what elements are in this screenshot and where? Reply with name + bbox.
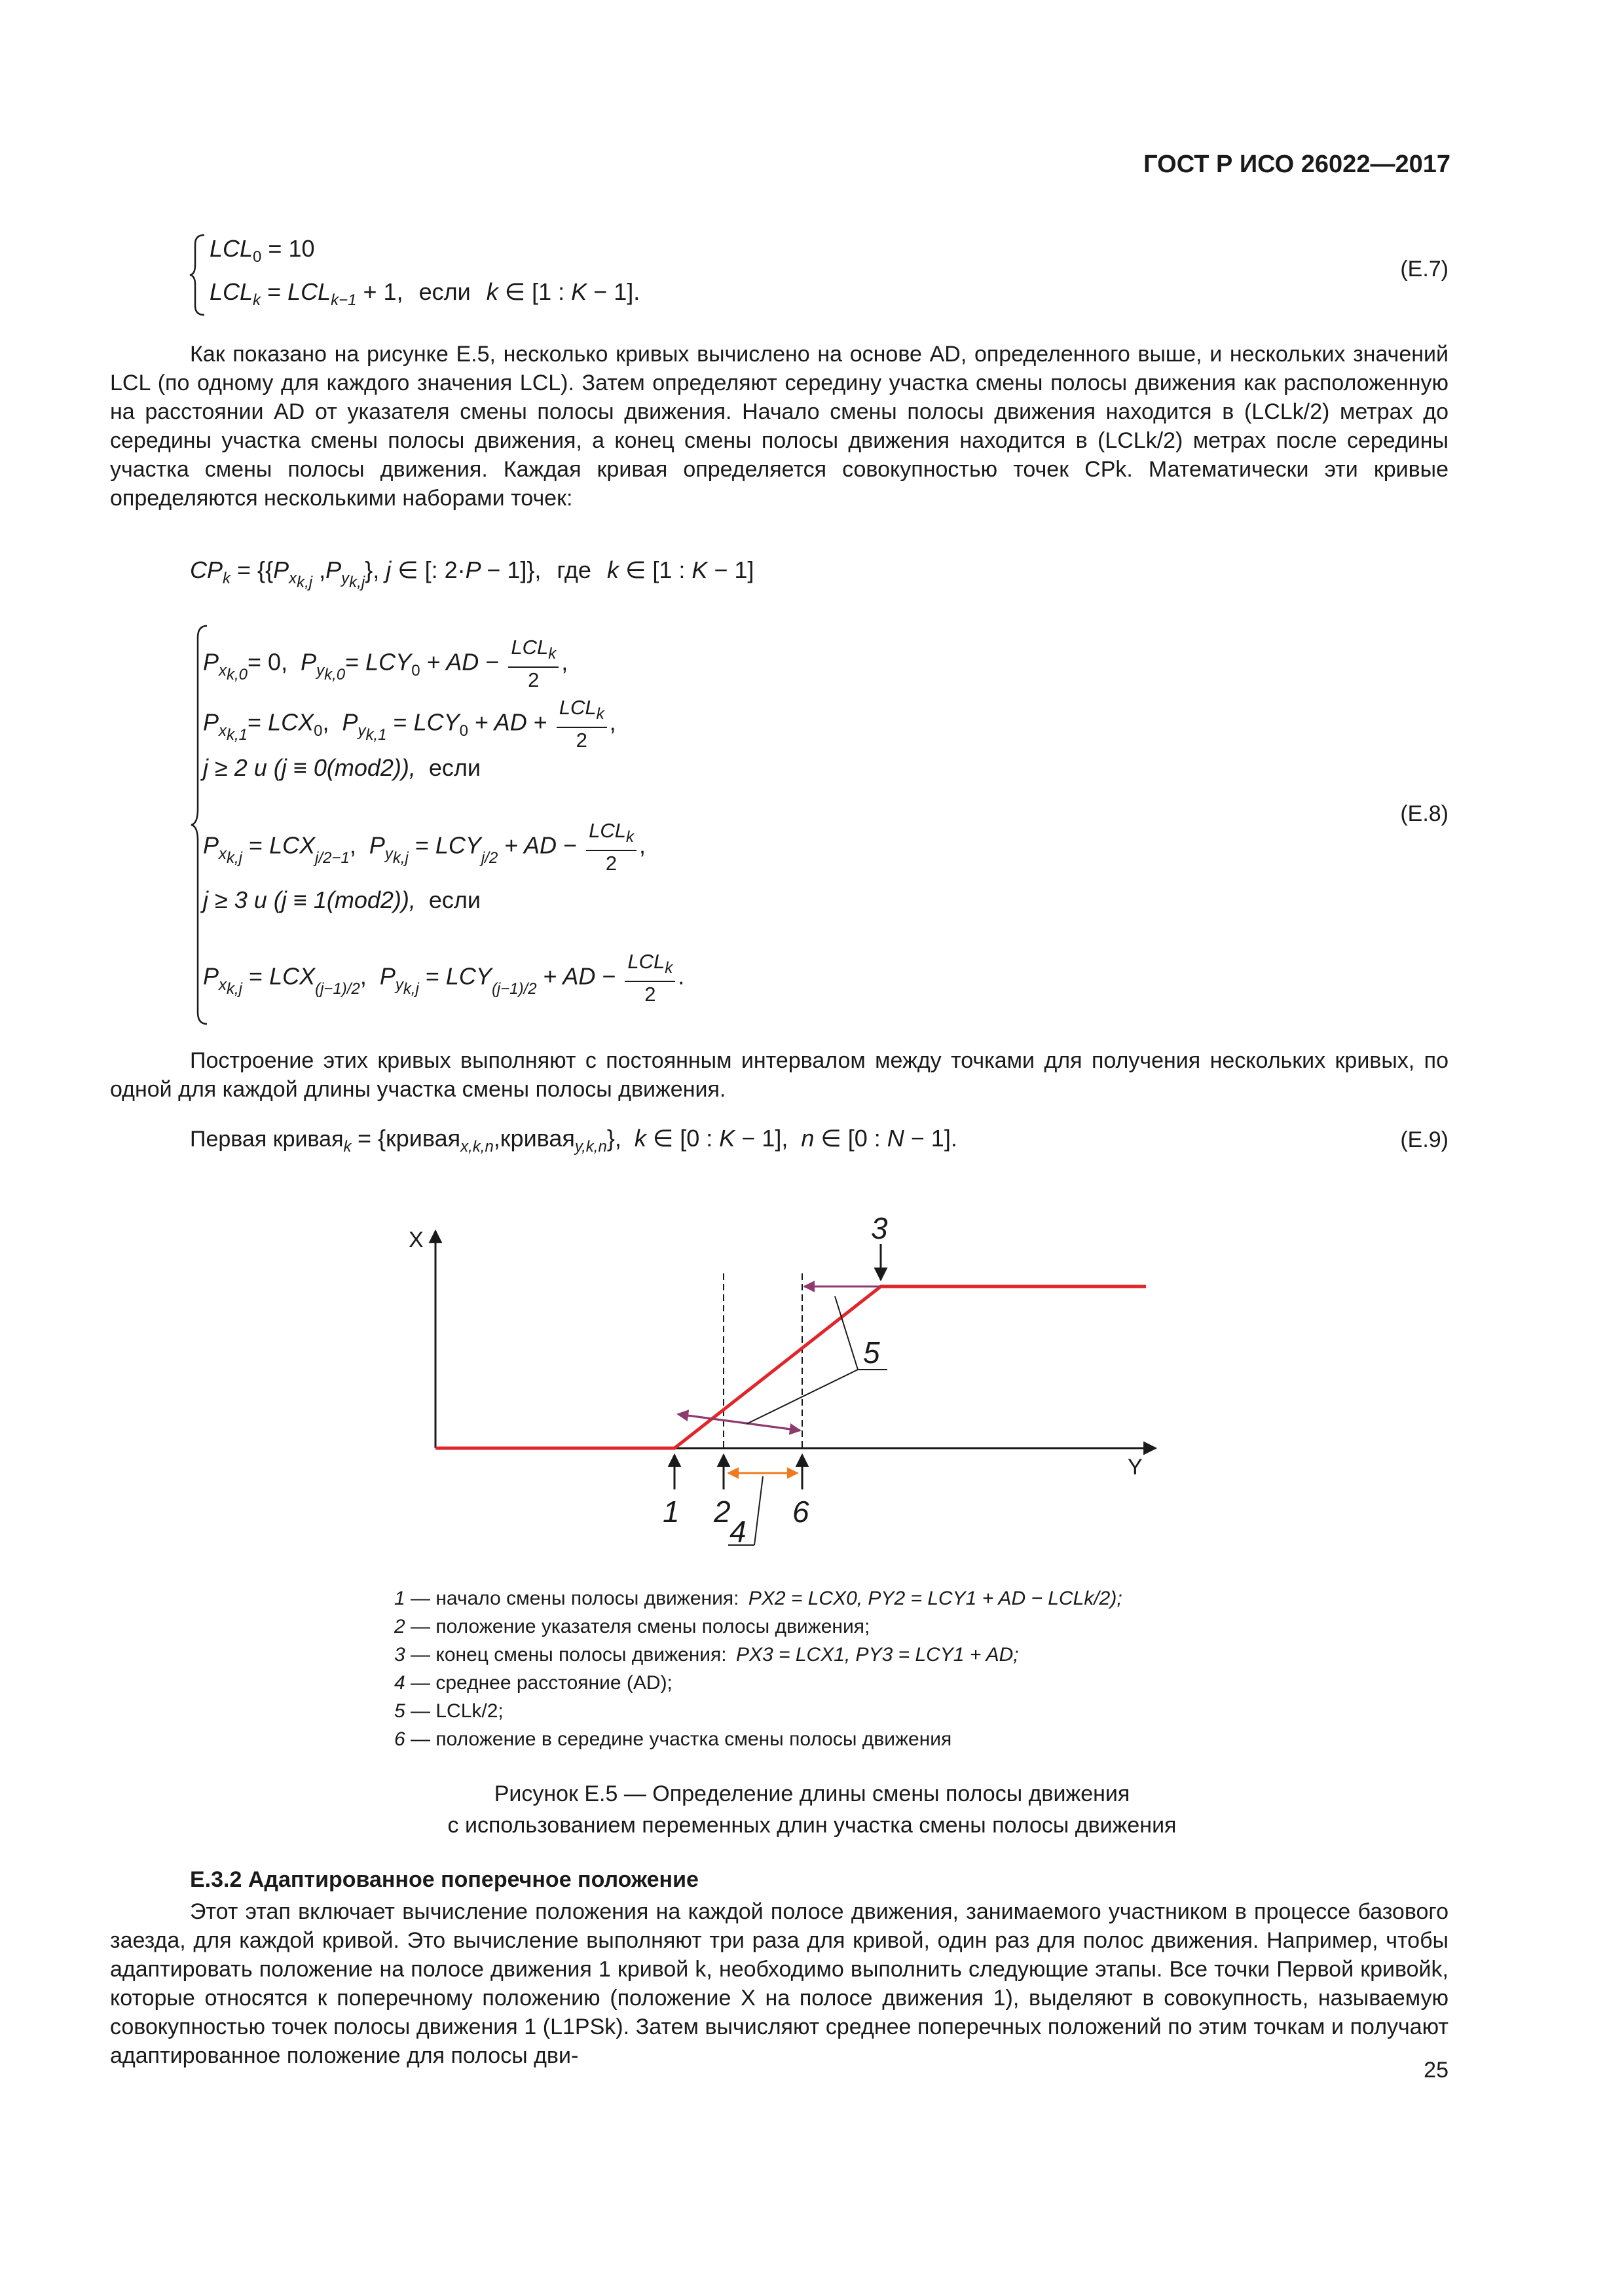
label-3: 3 [871,1211,888,1245]
section-heading: Е.3.2 Адаптированное поперечное положение [190,1867,699,1892]
lcl-half-arrow-bottom-left [678,1414,800,1430]
e8-row-2: $P_{x_{k,1}}= LCX_0$, $P_{y_{k,1}} = LCY_0$ + AD + $LCL_k$ 2 , [203,696,616,752]
left-brace-icon [189,232,208,318]
e8-condition-1: j ≥ 2 и (j ≡ 0(mod2)), если [203,754,481,781]
paragraph-2: Построение этих кривых выполняют с постоянным интервалом между точками для получения нескольких кривых, по одной для каждой длины участка смены полосы движения. [110,1048,1449,1102]
e8-row-1: $P_{x_{k,0}}= 0$, $P_{y_{k,0}}= LCY_0$ + AD − $LCL_k$ 2 , [203,636,568,692]
equation-e8 [190,622,1041,1028]
equation-e7-line2: $LCL_k = LCL_{k-1} + 1$, если k ∈ [1 : K − 1]. [210,278,640,310]
label-4: 4 [729,1514,747,1548]
legend-item: 6 — положение в середине участка смены полосы движения [394,1728,952,1750]
legend-item: 5 — LCLk/2; [394,1700,504,1722]
equation-number-e8: (E.8) [1400,801,1449,826]
equation-number-e7: (E.7) [1400,257,1449,282]
figure-legend [394,1584,1122,1753]
e8-condition-2: j ≥ 3 и (j ≡ 1(mod2)), если [203,886,481,913]
label-5: 5 [863,1336,880,1370]
y-axis-label: Y [1128,1455,1143,1480]
legend-item: 1 — начало смены полосы движения: PX2 = LCX0, PY2 = LCY1 + AD − LCLk/2); [394,1588,1122,1609]
equation-cpk: $CP_k = \{\{P_{x_{k,j}}$ $,P_{y_{k,j}}$}, j ∈ [: 2·P − 1]}, где k ∈ [1 : K − 1] [190,556,754,591]
document-id: ГОСТ Р ИСО 26022—2017 [1143,151,1450,178]
equation-number-e9: (E.9) [1400,1127,1449,1152]
legend-item: 2 — положение указателя смены полосы движения; [394,1616,870,1637]
equation-e7 [189,232,712,318]
paragraph-1: Как показано на рисунке Е.5, несколько кривых вычислено на основе AD, определенного выше, и нескольких значений LCL (по одному для каждого значения LCL). Затем определяют середину участка смены полосы движения как расположенную на расстоянии AD от указателя смены полосы движения. Начало смены полосы движения находится в (LCLk/2) метрах до середины участка смены полосы движения, а конец смены полосы движения находится в (LCLk/2) метрах после середины участка смены полосы движения. Каждая кривая определяется совокупностью точек CPk. Математически эти кривые определяются несколькими наборами точек: [110,342,1449,511]
e8-row-3: $P_{x_{k,j}} = LCX_{_{j/2-1}}$, $P_{y_{k,j}} = LCY_{_{j/2}}$ + AD − $LCL_k$ 2 , [203,819,646,875]
leader-4 [754,1476,763,1545]
equation-e7-line1: $LCL_0 = 10$ [210,235,315,266]
legend-item: 4 — среднее расстояние (AD); [394,1672,673,1694]
label-6: 6 [792,1495,809,1529]
x-axis-label: X [409,1228,424,1252]
figure-caption: Рисунок Е.5 — Определение длины смены полосы движения с использованием переменных длин участка смены полосы движения [447,1781,1177,1838]
page-number: 25 [1424,2058,1449,2083]
legend-item: 3 — конец смены полосы движения: PX3 = LCX1, PY3 = LCY1 + AD; [394,1644,1019,1666]
figure-e5 [367,1198,1192,1578]
label-1: 1 [663,1495,680,1529]
label-2: 2 [714,1495,731,1529]
paragraph-3: Этот этап включает вычисление положения на каждой полосе движения, занимаемого участником в процессе базового заезда, для каждой кривой. Это вычисление выполняют три раза для кривой, один раз для полос движения. Например, чтобы адаптировать положение на полосе движения 1 кривой k, необходимо выполнить следующие этапы. Все точки Первой кривойk, которые относятся к поперечному положению (положение X на полосе движения 1), выделяют в совокупность, называемую совокупностью точек полосы движения 1 (L1PSk). Затем вычисляют среднее поперечных положений по этим точкам и получают адаптированное положение для полосы дви- [110,1899,1449,2068]
equation-e9: Первая кривая$_k$ = {кривая$_{x,k,n}$,кривая$_{y,k,n}$}, k ∈ [0 : K − 1], n ∈ [0 : N − 1]. [190,1125,957,1156]
lane-change-curve [435,1286,1146,1448]
e8-row-4: $P_{x_{k,j}} = LCX_{_{(j-1)/2}}$, $P_{y_{k,j}} = LCY_{_{(j-1)/2}}$ + AD − $LCL_k$ 2 . [203,950,685,1006]
